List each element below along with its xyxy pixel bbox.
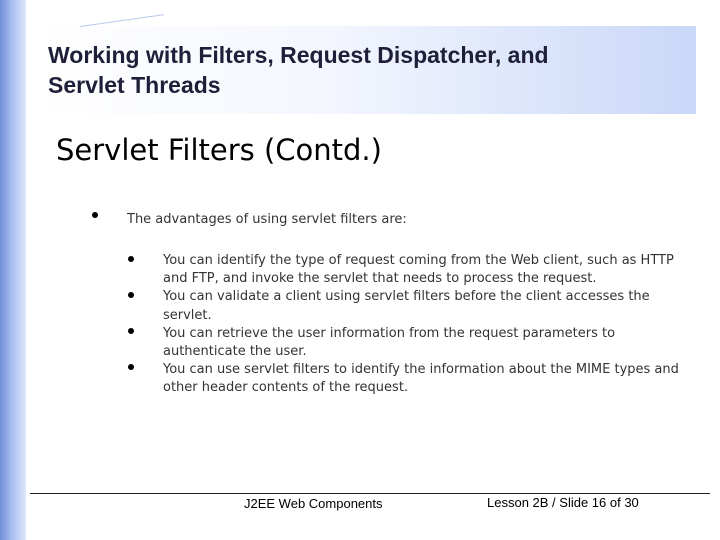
sub-bullet-item: You can use servlet filters to identify the information about the MIME types and other header contents of the request. [163, 362, 679, 396]
footer-slide-number: Lesson 2B / Slide 16 of 30 [487, 495, 639, 510]
header-title [48, 40, 668, 100]
sub-bullet-dot [128, 364, 134, 370]
footer-divider [30, 493, 710, 494]
sub-bullet-list [163, 252, 693, 398]
header-accent-line [80, 14, 164, 27]
bullet-dot [92, 212, 98, 218]
sub-bullet-dot [128, 256, 134, 262]
footer-course: J2EE Web Components [244, 496, 383, 511]
slide-title: Servlet Filters (Contd.) [56, 133, 382, 167]
header-title-line1: Working with Filters, Request Dispatcher, and [48, 42, 549, 68]
sub-bullet-item: You can identify the type of request coming from the Web client, such as HTTP and FTP, and invoke the servlet that needs to process the request. [163, 253, 674, 287]
header-title-line2: Servlet Threads [48, 72, 221, 98]
bullet-text: The advantages of using servlet filters are: [127, 212, 407, 227]
sub-bullet-item: You can validate a client using servlet filters before the client accesses the servlet. [163, 289, 650, 323]
sub-bullet-dot [128, 328, 134, 334]
left-accent-bar [0, 0, 26, 540]
sub-bullet-item: You can retrieve the user information from the request parameters to authenticate the user. [163, 325, 616, 360]
sub-bullet-dot [128, 292, 134, 298]
